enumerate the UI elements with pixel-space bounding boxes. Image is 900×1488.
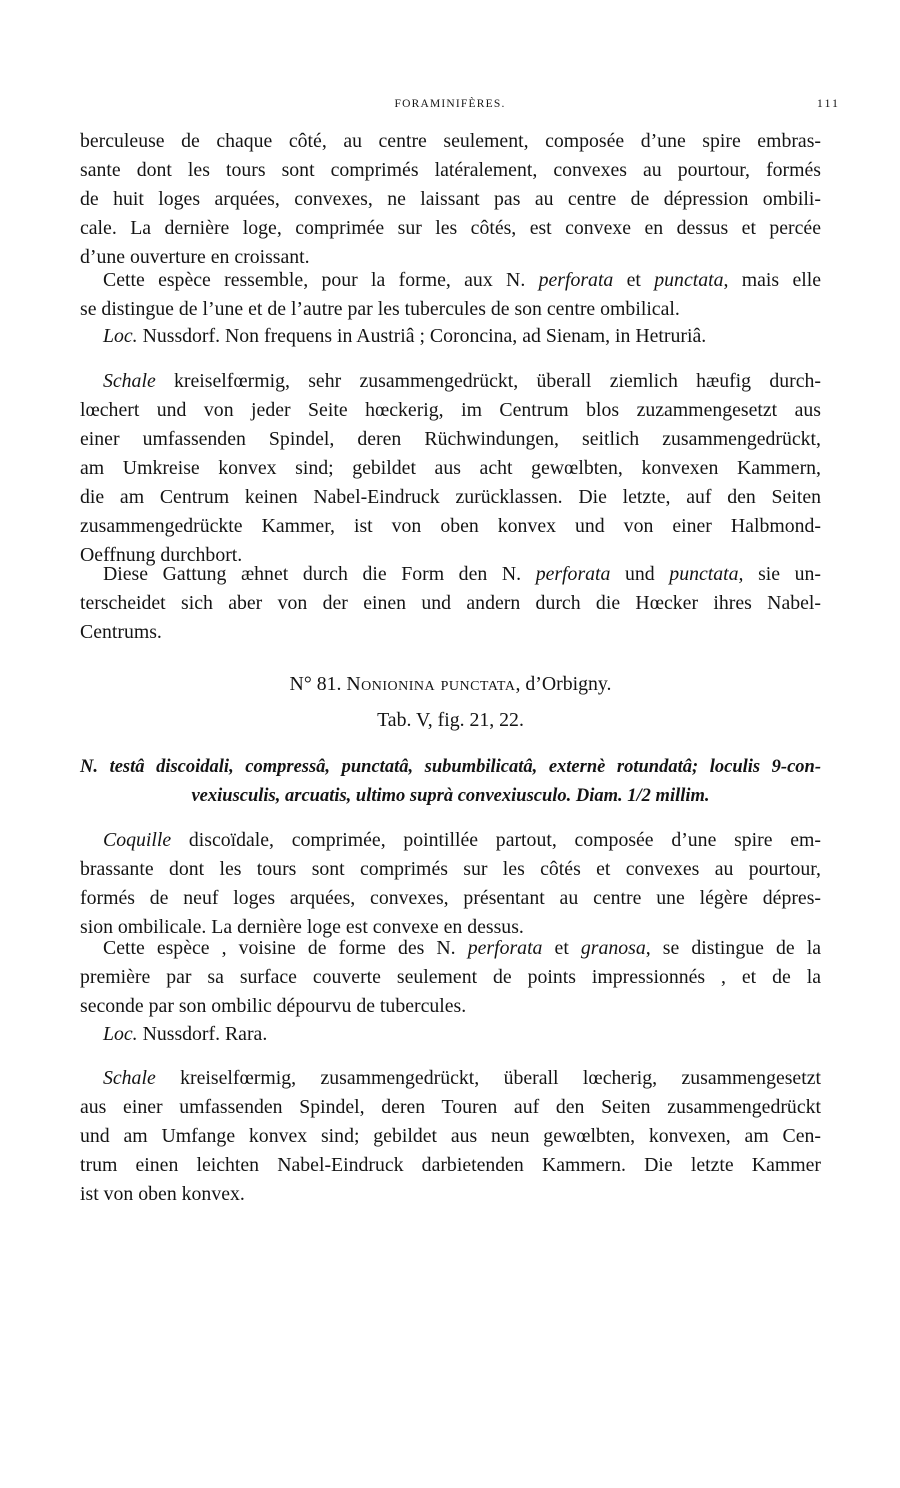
text-line: lœchert und von jeder Seite hœckerig, im Centrum blos zuzammengesetzt aus [80, 399, 821, 421]
text-line: Schale kreiselfœrmig, zusammengedrückt, überall lœcherig, zusammengesetzt [103, 1067, 821, 1089]
schale-label: Schale [103, 370, 156, 392]
species-name: perforata [538, 269, 614, 291]
text-line: seconde par son ombilic dépourvu de tubercules. [80, 995, 467, 1017]
text-line: Coquille discoïdale, comprimée, pointillée partout, composée d’une spire em- [103, 829, 821, 851]
text-line: Centrums. [80, 621, 162, 643]
species-title: N° 81. Nonionina punctata, d’Orbigny. [289, 673, 612, 695]
species-name: granosa [580, 937, 646, 959]
text-line: sion ombilicale. La dernière loge est convexe en dessus. [80, 916, 524, 938]
text-line: terscheidet sich aber von der einen und andern durch die Hœcker ihres Nabel- [80, 592, 821, 614]
text-line: am Umkreise konvex sind; gebildet aus acht gewœlbten, konvexen Kammern, [80, 457, 821, 479]
species-title-name: Nonionina punctata [346, 673, 516, 695]
paragraph-locality-2 [80, 1020, 821, 1049]
text-line: cale. La dernière loge, comprimée sur les côtés, est convexe en dessus et percée [80, 217, 821, 239]
schale-label: Schale [103, 1067, 156, 1089]
plate-reference: Tab. V, fig. 21, 22. [377, 709, 524, 731]
text-line: trum einen leichten Nabel-Eindruck darbietenden Kammern. Die letzte Kammer [80, 1154, 821, 1176]
paragraph-description-german-2 [80, 1064, 821, 1209]
text-line: ist von oben konvex. [80, 1183, 245, 1205]
latin-diagnosis [80, 753, 821, 811]
text-line: vexiusculis, arcuatis, ultimo suprà convexiusculo. Diam. 1/2 millim. [191, 786, 710, 806]
paragraph-comparison-french [80, 266, 821, 324]
text-line: Cette espèce ressemble, pour la forme, aux N. perforata et punctata, mais elle [103, 269, 822, 291]
text-line: aus einer umfassenden Spindel, deren Touren auf den Seiten zusammengedrückt [80, 1096, 821, 1118]
text-line: berculeuse de chaque côté, au centre seulement, composée d’une spire embras- [80, 130, 821, 152]
text-line: Diese Gattung æhnet durch die Form den N. perforata und punctata, sie un- [103, 563, 822, 585]
text-line: brassante dont les tours sont comprimés sur les côtés et convexes au pourtour, [80, 858, 821, 880]
text-line: de huit loges arquées, convexes, ne laissant pas au centre de dépression ombili- [80, 188, 821, 210]
text-line: Schale kreiselfœrmig, sehr zusammengedrückt, überall ziemlich hæufig durch- [103, 370, 821, 392]
page-number: 111 [816, 96, 840, 110]
paragraph-description-german [80, 367, 821, 570]
text-line: Cette espèce , voisine de forme des N. perforata et granosa, se distingue de la [103, 937, 821, 959]
species-name: punctata [654, 269, 724, 291]
species-name: perforata [535, 563, 611, 585]
species-name: punctata, [669, 563, 744, 585]
paragraph-comparison-german [80, 560, 821, 647]
text-line: die am Centrum keinen Nabel-Eindruck zurücklassen. Die letzte, auf den Seiten [80, 486, 821, 508]
loc-label: Loc. [103, 1023, 138, 1045]
text-line: première par sa surface couverte seulement de points impressionnés , et de la [80, 966, 821, 988]
paragraph-comparison-french-2 [80, 934, 821, 1021]
text-line: sante dont les tours sont comprimés latéralement, convexes au pourtour, formés [80, 159, 821, 181]
species-name: perforata [467, 937, 543, 959]
coquille-label: Coquille [103, 829, 172, 851]
text-line: zusammengedrückte Kammer, ist von oben konvex und von einer Halbmond- [80, 515, 821, 537]
species-heading [80, 670, 821, 735]
text-line: N. testâ discoidali, compressâ, punctatâ, subumbilicatâ, externè rotundatâ; loculis 9-con- [80, 757, 821, 777]
paragraph-coquille-french [80, 826, 821, 942]
text-line: d’une ouverture en croissant. [80, 246, 310, 268]
text-line: Loc. Nussdorf. Rara. [103, 1023, 268, 1045]
text-line: und am Umfange konvex sind; gebildet aus neun gewœlbten, konvexen, am Cen- [80, 1125, 821, 1147]
text-line: formés de neuf loges arquées, convexes, présentant au centre une légère dépres- [80, 887, 821, 909]
text-line: Oeffnung durchbort. [80, 544, 243, 566]
paragraph-description-french [80, 127, 821, 272]
paragraph-locality [80, 322, 821, 351]
loc-label: Loc. [103, 325, 138, 347]
text-line: einer umfassenden Spindel, deren Rüchwindungen, seitlich zusammengedrückt, [80, 428, 821, 450]
running-header: FORAMINIFÈRES. [394, 98, 506, 110]
text-line: Loc. Nussdorf. Non frequens in Austriâ ; Coroncina, ad Sienam, in Hetruriâ. [103, 325, 707, 347]
text-line: se distingue de l’une et de l’autre par les tubercules de son centre ombilical. [80, 298, 680, 320]
